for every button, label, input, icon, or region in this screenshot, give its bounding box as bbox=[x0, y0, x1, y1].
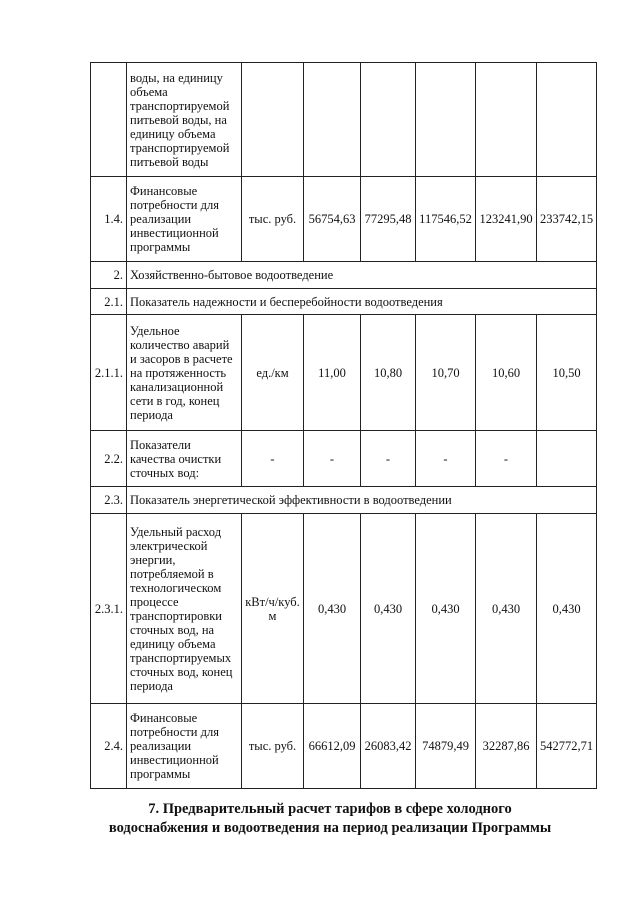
value-cell: 10,80 bbox=[361, 315, 416, 431]
value-cell: - bbox=[361, 431, 416, 487]
table-row bbox=[91, 704, 597, 789]
value-cell: 11,00 bbox=[304, 315, 361, 431]
value-cell: 10,70 bbox=[416, 315, 476, 431]
section-heading-line: водоснабжения и водоотведения на период реализации Программы bbox=[108, 820, 552, 836]
section-title: Показатель энергетической эффективности в водоотведении bbox=[127, 487, 597, 514]
section-row bbox=[91, 262, 597, 289]
unit-cell bbox=[242, 63, 304, 177]
row-number: 1.4. bbox=[91, 177, 127, 262]
value-cell bbox=[361, 63, 416, 177]
value-cell bbox=[416, 63, 476, 177]
value-cell bbox=[537, 431, 597, 487]
table-row bbox=[91, 514, 597, 704]
section-title: Показатель надежности и бесперебойности водоотведения bbox=[127, 289, 597, 315]
value-cell: 56754,63 bbox=[304, 177, 361, 262]
indicator-name: Удельный расход электрической энергии, потребляемой в технологическом процессе транспортировки сточных вод, на единицу объема транспортируемых сточных вод, конец периода bbox=[127, 514, 242, 704]
value-cell: 77295,48 bbox=[361, 177, 416, 262]
section-row bbox=[91, 289, 597, 315]
value-cell: 0,430 bbox=[537, 514, 597, 704]
indicator-name: Показатели качества очистки сточных вод: bbox=[127, 431, 242, 487]
value-cell: 74879,49 bbox=[416, 704, 476, 789]
row-number: 2.1. bbox=[91, 289, 127, 315]
section-title: Хозяйственно-бытовое водоотведение bbox=[127, 262, 597, 289]
value-cell: 26083,42 bbox=[361, 704, 416, 789]
value-cell: 10,50 bbox=[537, 315, 597, 431]
value-cell: - bbox=[304, 431, 361, 487]
value-cell: 233742,15 bbox=[537, 177, 597, 262]
value-cell: 542772,71 bbox=[537, 704, 597, 789]
unit-cell: тыс. руб. bbox=[242, 177, 304, 262]
row-number: 2. bbox=[91, 262, 127, 289]
value-cell: - bbox=[476, 431, 537, 487]
indicator-name: Удельное количество аварий и засоров в расчете на протяженность канализационной сети в год, конец периода bbox=[127, 315, 242, 431]
value-cell: 0,430 bbox=[361, 514, 416, 704]
value-cell: 66612,09 bbox=[304, 704, 361, 789]
indicator-name: воды, на единицу объема транспортируемой питьевой воды, на единицу объема транспортируемой питьевой воды bbox=[127, 63, 242, 177]
unit-cell: - bbox=[242, 431, 304, 487]
table-row bbox=[91, 315, 597, 431]
value-cell: 32287,86 bbox=[476, 704, 537, 789]
value-cell bbox=[537, 63, 597, 177]
row-number bbox=[91, 63, 127, 177]
table-row bbox=[91, 177, 597, 262]
section-heading bbox=[80, 800, 580, 838]
value-cell bbox=[304, 63, 361, 177]
value-cell: 117546,52 bbox=[416, 177, 476, 262]
row-number: 2.3. bbox=[91, 487, 127, 514]
row-number: 2.4. bbox=[91, 704, 127, 789]
row-number: 2.1.1. bbox=[91, 315, 127, 431]
value-cell: 10,60 bbox=[476, 315, 537, 431]
unit-cell: ед./км bbox=[242, 315, 304, 431]
value-cell: 0,430 bbox=[416, 514, 476, 704]
row-number: 2.3.1. bbox=[91, 514, 127, 704]
value-cell: 0,430 bbox=[304, 514, 361, 704]
indicator-name: Финансовые потребности для реализации инвестиционной программы bbox=[127, 177, 242, 262]
value-cell: - bbox=[416, 431, 476, 487]
value-cell: 123241,90 bbox=[476, 177, 537, 262]
section-heading-line: 7. Предварительный расчет тарифов в сфере холодного bbox=[148, 801, 512, 817]
table-row bbox=[91, 431, 597, 487]
unit-cell: кВт/ч/куб. м bbox=[242, 514, 304, 704]
section-row bbox=[91, 487, 597, 514]
row-number: 2.2. bbox=[91, 431, 127, 487]
value-cell bbox=[476, 63, 537, 177]
indicators-table bbox=[90, 62, 597, 789]
value-cell: 0,430 bbox=[476, 514, 537, 704]
unit-cell: тыс. руб. bbox=[242, 704, 304, 789]
indicator-name: Финансовые потребности для реализации инвестиционной программы bbox=[127, 704, 242, 789]
table-row bbox=[91, 63, 597, 177]
